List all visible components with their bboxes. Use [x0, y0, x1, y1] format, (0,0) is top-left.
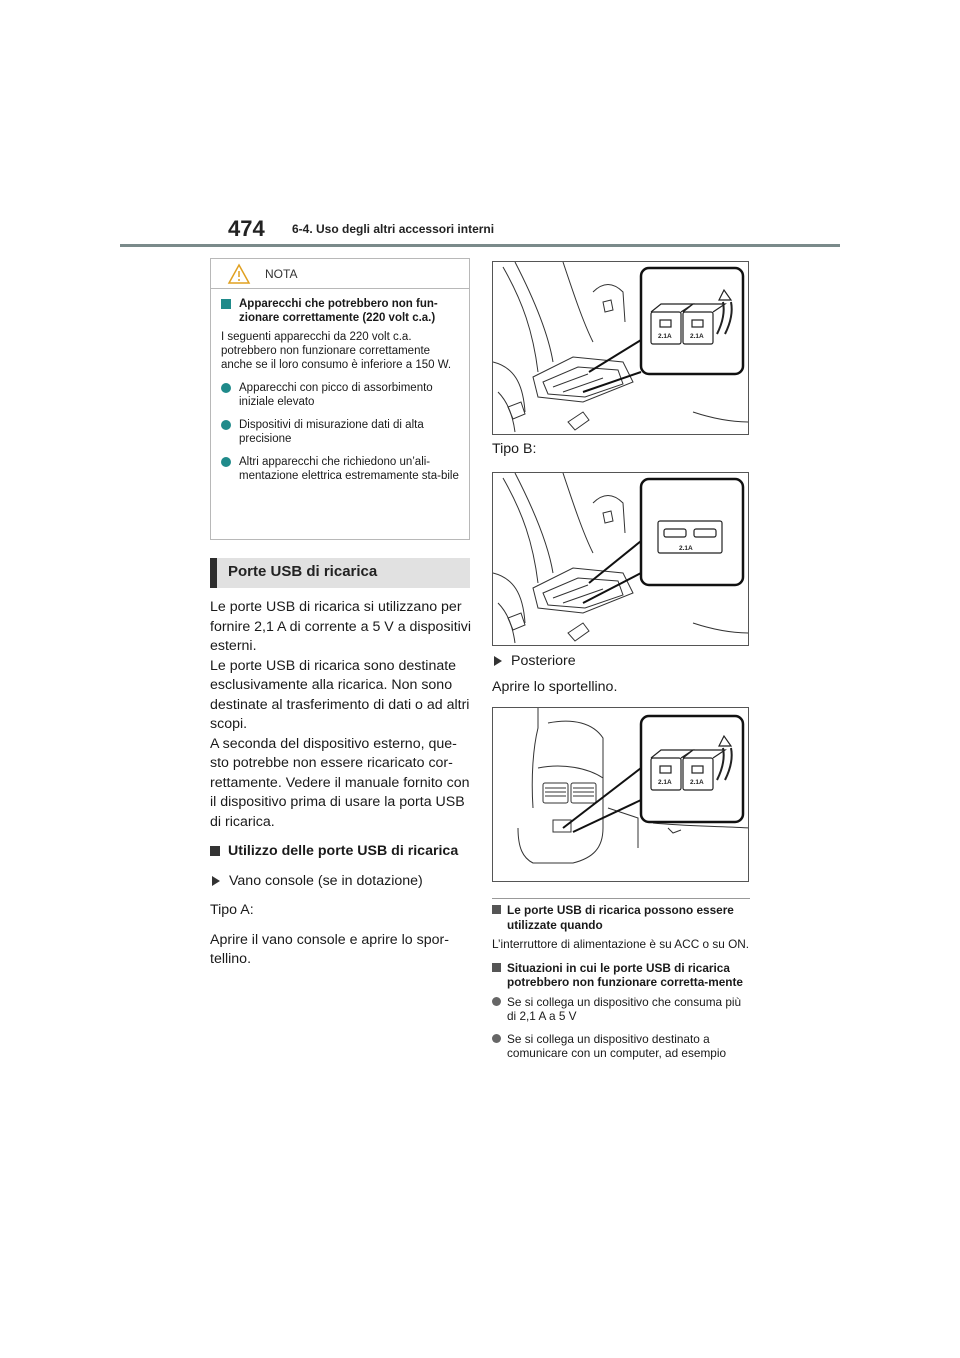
nota-heading: Apparecchi che potrebbero non fun-zionare correttamente (220 volt c.a.) [221, 297, 459, 325]
paragraph-3: A seconda del dispositivo esterno, que-sto potrebbe non essere ricaricato cor-rettamente. Vedere il manuale fornito con il dispositivo prima di usare la porta USB di ricarica. [210, 735, 470, 830]
note-item: Se si collega un dispositivo che consuma più di 2,1 A a 5 V [492, 995, 750, 1024]
note-heading: Le porte USB di ricarica possono essere utilizzate quando [492, 903, 750, 932]
nota-box [210, 258, 470, 540]
section-title: 6-4. Uso degli altri accessori interni [292, 222, 495, 236]
nota-item: Dispositivi di misurazione dati di alta precisione [221, 418, 459, 446]
figure-console-type-b [492, 472, 749, 646]
type-a-instruction: Aprire il vano console e aprire lo spor-tellino. [210, 931, 449, 967]
note-item: Se si collega un dispositivo destinato a comunicare con un computer, ad esempio [492, 1032, 750, 1061]
left-column [210, 598, 472, 980]
type-b-label: Tipo B: [492, 441, 537, 457]
console-illustration [493, 473, 749, 646]
page-number: 474 [228, 216, 265, 241]
nota-label: NOTA [265, 267, 298, 281]
nota-body [211, 289, 469, 483]
triangle-bullet-icon [494, 656, 502, 666]
usb-label: 2.1A [679, 545, 693, 552]
nota-header [211, 259, 469, 289]
figure-rear-usb [492, 707, 749, 882]
rear-console-illustration [493, 708, 749, 882]
usage-heading: Utilizzo delle porte USB di ricarica [210, 842, 472, 862]
nota-item: Altri apparecchi che richiedono un’ali-mentazione elettrica estremamente sta-bile [221, 455, 459, 483]
section-heading-bar [210, 558, 470, 588]
nota-item: Apparecchi con picco di assorbimento iniziale elevato [221, 381, 459, 409]
usb-label: 2.1A [658, 779, 672, 786]
rear-instruction: Aprire lo sportellino. [492, 679, 618, 695]
warning-icon [227, 263, 251, 285]
console-illustration [493, 262, 749, 435]
usb-label: 2.1A [690, 333, 704, 340]
intro-paragraph: Le porte USB di ricarica si utilizzano per fornire 2,1 A di corrente a 5 V a dispositivi esterni. [210, 599, 472, 654]
console-item: Vano console (se in dotazione) [210, 872, 472, 892]
usb-label: 2.1A [690, 779, 704, 786]
figure-console-type-a [492, 261, 749, 435]
note-heading: Situazioni in cui le porte USB di ricarica potrebbero non funzionare corretta-mente [492, 961, 750, 990]
usb-notes [492, 898, 750, 1069]
note-text: L’interruttore di alimentazione è su ACC o su ON. [492, 937, 750, 951]
nota-text: I seguenti apparecchi da 220 volt c.a. potrebbero non funzionare correttamente anche se il loro consumo è inferiore a 150 W. [221, 331, 452, 371]
header-rule [120, 244, 840, 247]
rear-label: Posteriore [511, 653, 576, 669]
rear-item [492, 652, 576, 671]
usb-label: 2.1A [658, 333, 672, 340]
type-a-label: Tipo A: [210, 902, 254, 918]
paragraph-2: Le porte USB di ricarica sono destinate esclusivamente alla ricarica. Non sono destinate al trasferimento di dati o ad altri scopi. [210, 657, 470, 732]
section-heading: Porte USB di ricarica [228, 563, 378, 580]
